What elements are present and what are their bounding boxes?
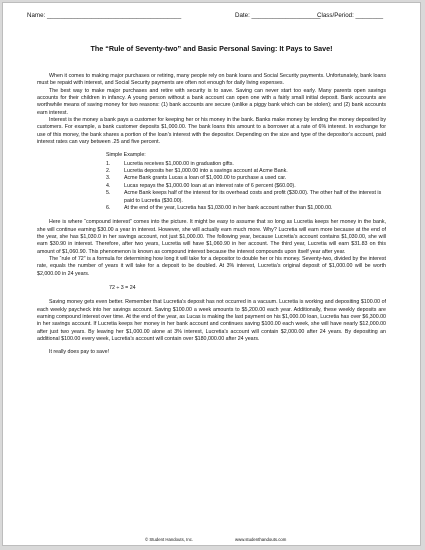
copyright-text: © Student Handouts, Inc. [145,537,194,542]
example-item-number: 4. [106,182,111,189]
example-item-text: Lucretia receives $1,000.00 in graduation gifts. [124,160,234,167]
worksheet-page [2,2,421,546]
saving-paragraph: The best way to make major purchases and retire with security is to save. Saving can never start too early. Many parents open savings accounts for their children in infancy. A young person without a bank account can open one with a fairly small initial deposit. Bank accounts are worthwhile means of saving money for two reasons: (1) bank accounts are secure (unlike a piggy bank which can be stolen); and (2) bank accounts earn interest. [37,87,386,116]
example-item-number: 1. [106,160,111,167]
closing-line: It really does pay to save! [49,349,110,356]
example-item-number: 5. [106,190,111,197]
rule-of-72-paragraph: The “rule of 72” is a formula for determining how long it will take for a depositor to double her or his money. Seventy-two, divided by the interest rate, equals the number of years it will take for a deposit to be doubled. At 3% interest, Lucretia’s original deposit of $1,000.00 will be worth $2,000.00 in 24 years. [37,255,386,277]
example-item [106,161,386,168]
example-item-number: 3. [106,175,111,182]
example-item [106,205,386,212]
example-list [106,161,386,212]
example-item-text: Acme Bank keeps half of the interest for its overhead costs and profit ($30.00). The other half of the interest is paid to Lucretia ($30.00). [124,190,382,204]
growth-paragraph: Saving money gets even better. Remember that Lucretia’s deposit has not occurred in a vacuum. Lucretia is working and depositing $100.00 of each weekly paycheck into her savings account. Saving $100.00 a week amounts to $5,200.00 each year. Additionally, these weekly deposits are earning compound interest over time. At the end of the year, as Lucas is making the last payment on his $1,000.00 loan, Lucretia has over $6,300.00 in her savings account. If Lucretia keeps her money in her bank account and continues saving $100.00 each week, she will have nearly $12,000.00 after just two years. By leaving her $1,000.00 alone at 3% interest, Lucretia’s account will contain $2,000.00 after 24 years. By depositing an additional $100.00 every week, Lucretia’s account will contain over $180,000.00 after 24 years. [37,299,386,342]
example-item-text: At the end of the year, Lucretia has $1,030.00 in her bank account rather than $1,000.00. [124,204,333,211]
date-field-label: Date: ____________________ [235,12,321,19]
worksheet-title: The “Rule of Seventy-two” and Basic Personal Saving: It Pays to Save! [90,44,333,53]
example-item-text: Acme Bank grants Lucas a loan of $1,000.00 to purchase a used car. [124,175,287,182]
rule-of-72-formula: 72 ÷ 3 = 24 [109,284,136,291]
worksheet-body [37,73,386,357]
example-title: Simple Example: [106,152,146,159]
example-item [106,175,386,182]
example-item [106,190,386,205]
example-item-number: 6. [106,204,111,211]
example-item-text: Lucas repays the $1,000.00 loan at an interest rate of 6 percent ($60.00). [124,182,296,189]
example-item-text: Lucretia deposits her $1,000.00 into a savings account at Acme Bank. [124,168,288,175]
name-field-label: Name: _______________________________________ [27,12,182,19]
example-item [106,183,386,190]
intro-paragraph: When it comes to making major purchases or retiring, many people rely on bank loans and Social Security payments. Unfortunately, bank loans must be repaid with interest, and Social Security payments are often not enough for daily living expenses. [37,73,386,87]
website-url: www.studenthandouts.com [235,537,287,542]
example-item [106,168,386,175]
interest-paragraph: Interest is the money a bank pays a customer for keeping her or his money in the bank. Banks make money by lending the money deposited by customers. For example, a bank customer deposits $1,000.00. The bank loans this amount to a borrower at a rate of 6% interest. In exchange for use of this money, the bank shares a portion of the loan’s interest with the depositor. Depending on the size and type of the depositor’s account, paid interest rates can vary between .25 and five percent. [37,117,386,146]
example-item-number: 2. [106,168,111,175]
class-period-field-label: Class/Period: ________ [317,12,384,19]
compound-interest-paragraph: Here is where “compound interest” comes into the picture. It might be easy to assume that so long as Lucretia keeps her money in the bank, she will continue earning $30.00 a year in interest. However, she will actually earn much more. Why? Lucretia will earn more because at the end of the year, she has $1,030.0 in her savings account, not just $1,000.00. The following year, because Lucretia’s account contains $1,030.00, she will earn $30.90 in interest. Therefore, after two years, Lucretia will have $1,060.90 in her account. The third year, Lucretia will earn $31.83 on this amount of $1,060.90. This phenomenon is known as compound interest because the interest compounds upon itself year after year. [37,219,386,255]
